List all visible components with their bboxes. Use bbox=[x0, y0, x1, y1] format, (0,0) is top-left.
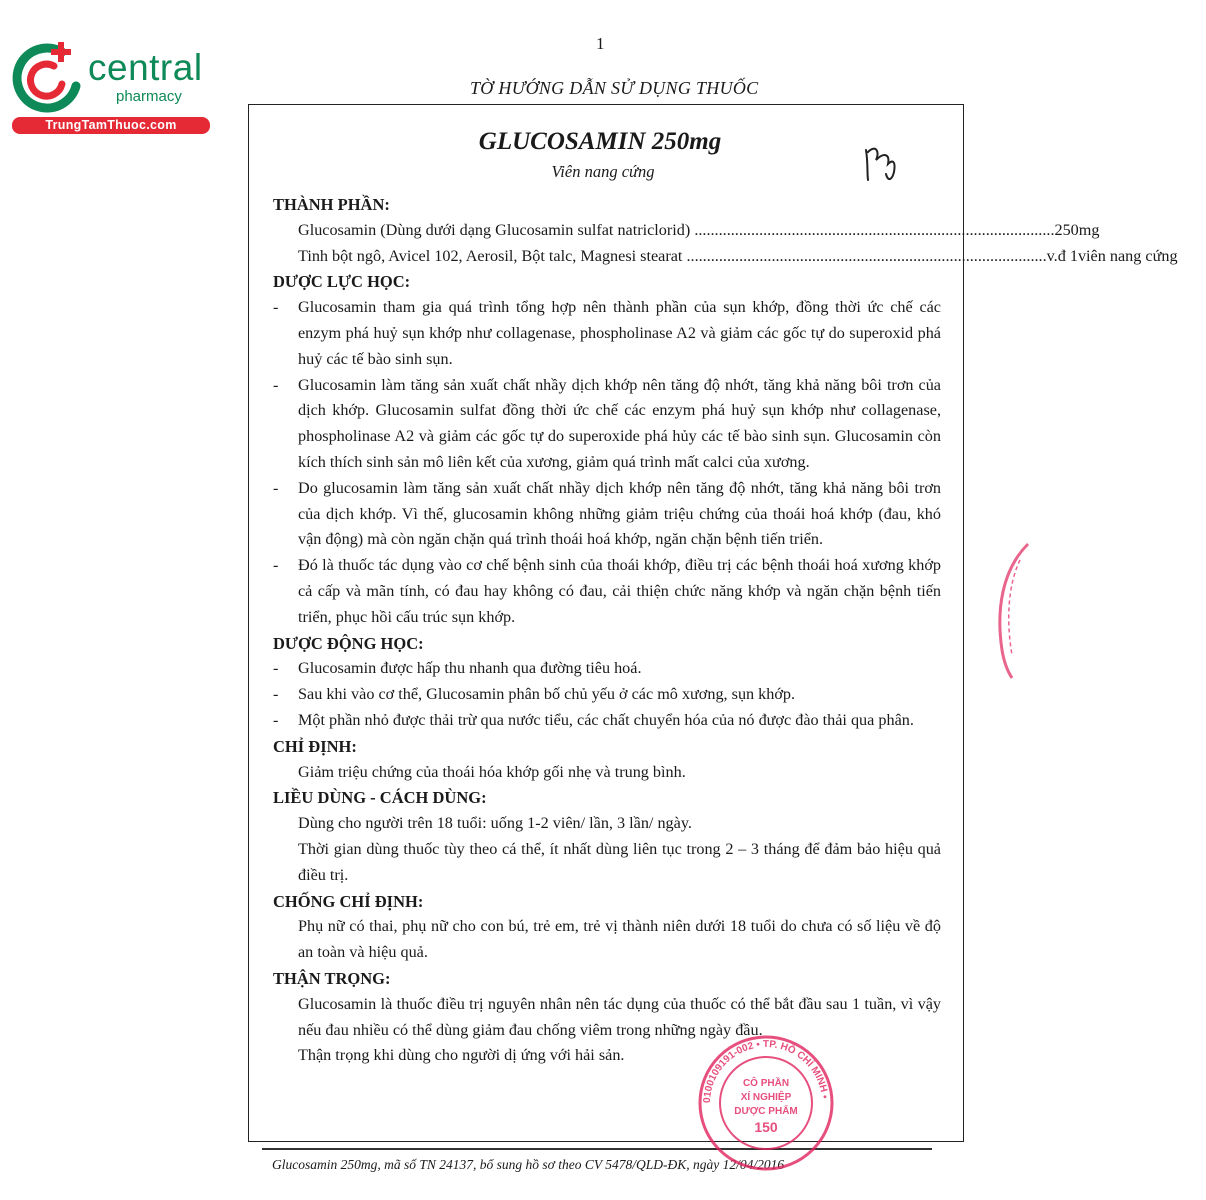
svg-text:0100109191-002 • TP. HỒ CHÍ MI: 0100109191-002 • TP. HỒ CHÍ MINH • bbox=[701, 1038, 830, 1104]
heading-contraindications: CHỐNG CHỈ ĐỊNH: bbox=[273, 891, 424, 911]
composition-line-2 bbox=[273, 244, 1178, 270]
footer-note: Glucosamin 250mg, mã số TN 24137, bổ sung hồ sơ theo CV 5478/QLD-ĐK, ngày 12/04/2016 bbox=[272, 1157, 785, 1172]
composition-line-1 bbox=[273, 218, 1100, 244]
heading-precautions: THẬN TRỌNG: bbox=[273, 968, 391, 988]
list-item bbox=[273, 476, 941, 553]
leader-dots: ......................................................................................... bbox=[682, 246, 1047, 265]
svg-text:DƯỢC PHẨM: DƯỢC PHẨM bbox=[734, 1106, 798, 1117]
bullet-dash: - bbox=[273, 298, 279, 317]
logo-subtitle: pharmacy bbox=[116, 88, 182, 105]
composition-ingredient-2: Tinh bột ngô, Avicel 102, Aerosil, Bột talc, Magnesi stearat bbox=[298, 246, 683, 265]
dosage-line-1: Dùng cho người trên 18 tuổi: uống 1-2 viên/ lần, 3 lần/ ngày. bbox=[298, 814, 692, 833]
bullet-dash: - bbox=[273, 659, 279, 678]
heading-dosage: LIỀU DÙNG - CÁCH DÙNG: bbox=[273, 788, 487, 808]
document-title: TỜ HƯỚNG DẪN SỬ DỤNG THUỐC bbox=[470, 78, 759, 98]
composition-amount-2: v.đ 1viên nang cứng bbox=[1046, 246, 1178, 265]
document-body bbox=[273, 192, 1178, 1069]
signature-icon bbox=[858, 138, 908, 186]
list-item bbox=[273, 656, 941, 682]
svg-text:CÔ PHẦN: CÔ PHẦN bbox=[742, 1078, 790, 1089]
page-number: 1 bbox=[596, 34, 605, 53]
bullet-dash: - bbox=[273, 710, 279, 729]
bullet-dash: - bbox=[273, 556, 279, 575]
logo-url-link[interactable]: TrungTamThuoc.com bbox=[12, 117, 210, 134]
precautions-line-1: Glucosamin là thuốc điều trị nguyên nhân nên tác dụng của thuốc có thể bắt đầu sau 1 tuần, vì vậy nếu đau nhiều có thể dùng giảm đau chống viêm trong những ngày đầu. bbox=[298, 994, 941, 1039]
list-item bbox=[273, 708, 941, 734]
company-stamp-icon bbox=[696, 1028, 836, 1178]
leader-dots: ......................................................................................... bbox=[690, 220, 1055, 239]
svg-text:150: 150 bbox=[754, 1119, 778, 1135]
list-item-text: Glucosamin được hấp thu nhanh qua đường tiêu hoá. bbox=[298, 659, 642, 678]
partial-stamp-icon bbox=[990, 540, 1030, 680]
dosage-line-2: Thời gian dùng thuốc tùy theo cá thể, ít nhất dùng liên tục trong 2 – 3 tháng để đảm bảo hiệu quả điều trị. bbox=[298, 839, 941, 884]
drug-name: GLUCOSAMIN 250mg bbox=[478, 128, 722, 155]
list-item-text: Glucosamin làm tăng sản xuất chất nhầy dịch khớp nên tăng độ nhớt, tăng khả năng bôi trơn của dịch khớp. Glucosamin sulfat đồng thời ức chế các enzym phá huỷ sụn khớp như collagenase, phospholinase A2 và giảm các gốc tự do superoxide phá hủy các tế bào sinh sụn. Glucosamin còn kích thích sinh sản mô liên kết của xương, giảm quá trình mất calci của xương. bbox=[298, 375, 941, 471]
svg-text:XÍ NGHIỆP: XÍ NGHIỆP bbox=[740, 1092, 792, 1103]
list-item-text: Đó là thuốc tác dụng vào cơ chế bệnh sinh của thoái khớp, điều trị các bệnh thoái hoá xương khớp cả cấp và mãn tính, có đau hay không có đau, cải thiện chức năng khớp và ngăn chặn bệnh tiến triển, phục hồi cấu trúc sụn khớp. bbox=[298, 556, 941, 626]
list-item-text: Do glucosamin làm tăng sản xuất chất nhầy dịch khớp nên tăng độ nhớt, tăng khả năng bôi trơn của dịch khớp. Vì thế, glucosamin không những giảm triệu chứng của thoái hoá khớp (đau, khó vận động) mà còn ngăn chặn quá trình thoái hoá khớp, ngăn chặn bệnh tiến triển. bbox=[298, 478, 941, 549]
drug-form: Viên nang cứng bbox=[551, 162, 655, 181]
composition-ingredient-1: Glucosamin (Dùng dưới dạng Glucosamin sulfat natriclorid) bbox=[298, 220, 691, 239]
list-item bbox=[273, 373, 941, 476]
bullet-dash: - bbox=[273, 478, 279, 497]
heading-pharmacokinetics: DƯỢC ĐỘNG HỌC: bbox=[273, 633, 424, 653]
list-item bbox=[273, 682, 941, 708]
bullet-dash: - bbox=[273, 375, 279, 394]
heading-pharmacodynamics: DƯỢC LỰC HỌC: bbox=[273, 272, 411, 292]
list-item bbox=[273, 295, 941, 372]
logo-brand-name: central bbox=[88, 47, 203, 88]
heading-composition: THÀNH PHẦN: bbox=[273, 195, 390, 214]
list-item-text: Glucosamin tham gia quá trình tổng hợp nên thành phần của sụn khớp, đồng thời ức chế các enzym phá huỷ sụn khớp như collagenase, phospholinase A2 và giảm các gốc tự do superoxid phá huỷ các tế bào sinh sụn. bbox=[298, 298, 941, 368]
list-item bbox=[273, 553, 941, 630]
heading-indications: CHỈ ĐỊNH: bbox=[273, 736, 357, 756]
indications-text: Giảm triệu chứng của thoái hóa khớp gối nhẹ và trung bình. bbox=[298, 762, 686, 781]
precautions-line-2: Thận trọng khi dùng cho người dị ứng với hải sản. bbox=[298, 1046, 625, 1065]
list-item-text: Một phần nhỏ được thải trừ qua nước tiểu, các chất chuyển hóa của nó được đào thải qua phân. bbox=[298, 710, 914, 729]
contraindications-text: Phụ nữ có thai, phụ nữ cho con bú, trẻ em, trẻ vị thành niên dưới 18 tuổi do chưa có số liệu về độ an toàn và hiệu quả. bbox=[298, 917, 941, 962]
bullet-dash: - bbox=[273, 685, 279, 704]
composition-amount-1: 250mg bbox=[1054, 220, 1100, 239]
list-item-text: Sau khi vào cơ thể, Glucosamin phân bố chủ yếu ở các mô xương, sụn khớp. bbox=[298, 685, 796, 704]
